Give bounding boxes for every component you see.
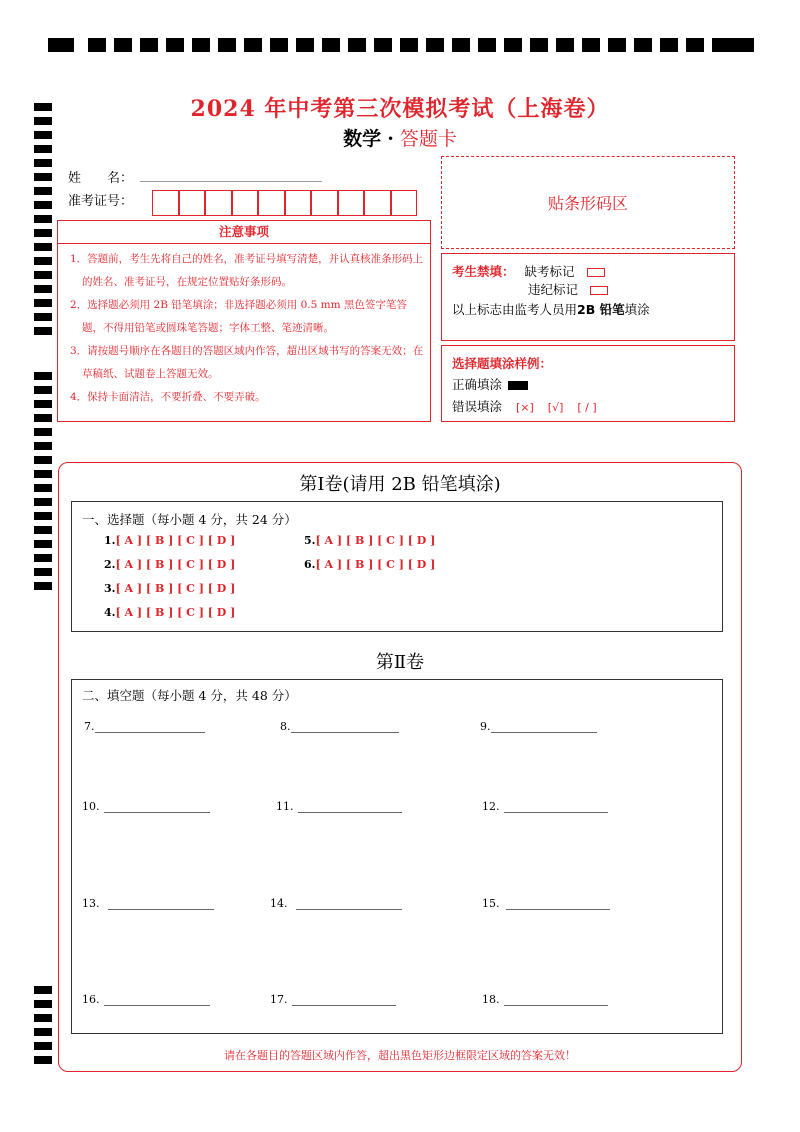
subtitle-separator: · [387, 128, 394, 150]
subject-name: 数学 [343, 128, 382, 150]
card-subtitle [0, 124, 800, 151]
violation-mark-box[interactable] [590, 286, 608, 295]
blank-q11[interactable]: 11. [276, 800, 402, 813]
blank-q9[interactable]: 9. [480, 720, 597, 733]
barcode-area [441, 156, 735, 249]
notice-item: 4．保持卡面清洁，不要折叠、不要弄破。 [70, 391, 266, 403]
choice-q3[interactable]: 3.[ A ] [ B ] [ C ] [ D ] [104, 582, 236, 595]
absent-mark-label: 缺考标记 [524, 264, 575, 279]
choice-q4[interactable]: 4.[ A ] [ B ] [ C ] [ D ] [104, 606, 236, 619]
choice-q2[interactable]: 2.[ A ] [ B ] [ C ] [ D ] [104, 558, 236, 571]
prohibit-label: 考生禁填： [452, 264, 515, 279]
top-timing-marks [48, 38, 754, 52]
prohibit-note: 以上标志由监考人员用2B 铅笔填涂 [452, 302, 650, 317]
id-box[interactable] [258, 190, 285, 216]
id-box[interactable] [285, 190, 312, 216]
id-box[interactable] [391, 190, 418, 216]
blank-q10[interactable]: 10. [82, 800, 210, 813]
blank-q15[interactable]: 15. [482, 897, 610, 910]
id-box[interactable] [205, 190, 232, 216]
correct-fill-mark [508, 381, 528, 390]
exam-title: 2024 年中考第三次模拟考试（上海卷） [190, 96, 610, 122]
prohibit-panel [441, 253, 735, 341]
blank-q7[interactable]: 7. [84, 720, 205, 733]
fill-blank-section [71, 679, 723, 1034]
fill-blank-section-title: 二、填空题（每小题 4 分，共 48 分） [82, 688, 297, 703]
barcode-label: 贴条形码区 [547, 194, 628, 213]
wrong-mark: [ / ] [577, 401, 597, 414]
choice-section-title: 一、选择题（每小题 4 分，共 24 分） [82, 512, 297, 527]
notice-item: 1．答题前，考生先将自己的姓名，准考证号填写清楚，并认真核准条形码上的姓名、准考证号，在规定位置贴好条形码。 [70, 253, 424, 288]
choice-section [71, 501, 723, 632]
choice-q6[interactable]: 6.[ A ] [ B ] [ C ] [ D ] [304, 558, 436, 571]
absent-mark-box[interactable] [587, 268, 605, 277]
fill-sample-panel [441, 345, 735, 422]
card-type: 答题卡 [399, 128, 457, 150]
notice-heading: 注意事项 [57, 220, 431, 244]
wrong-mark: [×] [516, 401, 534, 414]
notice-item: 3．请按题号顺序在各题目的答题区域内作答，超出区域书写的答案无效；在草稿纸、试题卷上答题无效。 [70, 345, 424, 380]
id-box[interactable] [179, 190, 206, 216]
id-box[interactable] [364, 190, 391, 216]
choice-q1[interactable]: 1.[ A ] [ B ] [ C ] [ D ] [104, 534, 236, 547]
blank-q12[interactable]: 12. [482, 800, 608, 813]
notice-body [57, 244, 431, 422]
id-box[interactable] [152, 190, 179, 216]
name-input-line[interactable] [140, 181, 322, 182]
blank-q17[interactable]: 17. [270, 993, 396, 1006]
id-box[interactable] [311, 190, 338, 216]
violation-mark-label: 违纪标记 [528, 282, 579, 297]
blank-q14[interactable]: 14. [270, 897, 402, 910]
blank-q18[interactable]: 18. [482, 993, 608, 1006]
choice-q5[interactable]: 5.[ A ] [ B ] [ C ] [ D ] [304, 534, 436, 547]
volume2-title: 第Ⅱ卷 [375, 652, 425, 673]
fill-sample-label: 选择题填涂样例： [452, 356, 553, 371]
notice-item: 2．选择题必须用 2B 铅笔填涂；非选择题必须用 0.5 mm 黑色签字笔答题，不得用铅笔或圆珠笔答题；字体工整、笔迹清晰。 [70, 299, 407, 334]
name-label: 姓 名： [68, 171, 134, 186]
correct-fill-label: 正确填涂 [452, 377, 503, 392]
id-label: 准考证号： [68, 194, 134, 209]
blank-q8[interactable]: 8. [280, 720, 399, 733]
blank-q13[interactable]: 13. [82, 897, 214, 910]
wrong-fill-label: 错误填涂 [452, 399, 503, 414]
blank-q16[interactable]: 16. [82, 993, 210, 1006]
id-box[interactable] [338, 190, 365, 216]
volume1-title: 第Ⅰ卷(请用 2B 铅笔填涂) [299, 474, 501, 495]
wrong-mark: [√] [547, 401, 564, 414]
footer-warning: 请在各题目的答题区域内作答，超出黑色矩形边框限定区域的答案无效！ [224, 1049, 576, 1062]
id-number-boxes[interactable] [152, 190, 417, 216]
id-box[interactable] [232, 190, 259, 216]
